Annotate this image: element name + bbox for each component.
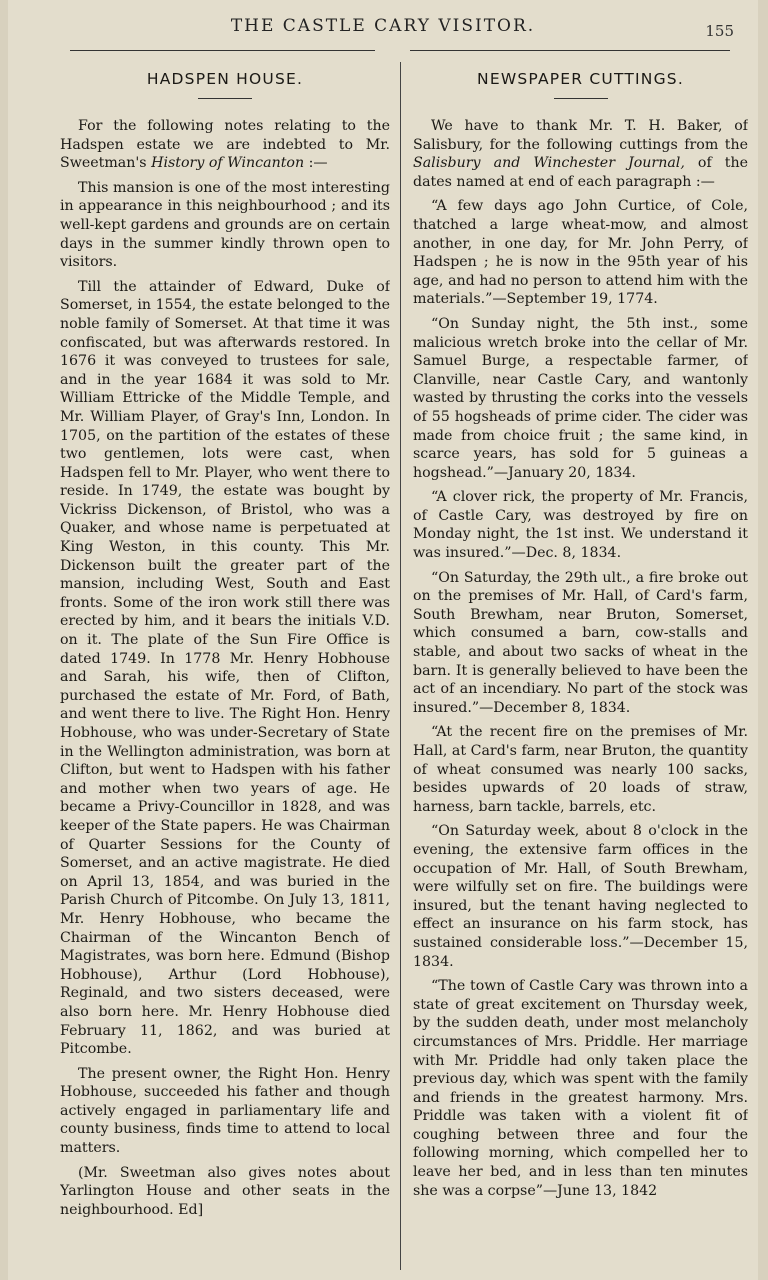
page-number: 155 xyxy=(705,22,734,40)
intro-book-title: History of Wincanton xyxy=(151,155,305,172)
body-paragraph: Till the attainder of Edward, Duke of Somerset, in 1554, the estate belonged to the noble family of Somerset. At that time it was confiscated, but was afterwards restored. In 1676 it was conveyed to trustees for sale, and in the year 1684 it was sold to Mr. William Ettricke of the Middle Temple, and Mr. William Player, of Gray's Inn, London. In 1705, on the partition of the estates of these two gentlemen, lots were cast, when Hadspen fell to Mr. Player, who went there to reside. In 1749, the estate was bought by Vickriss Dickenson, of Bristol, who was a Quaker, and whose name is perpetuated at King Weston, in this county. This Mr. Dickenson built the greater part of the mansion, including West, South and East fronts. Some of the iron work still there was erected by him, and it bears the initials V.D. on it. The plate of the Sun Fire Office is dated 1749. In 1778 Mr. Henry Hobhouse and Sarah, his wife, then of Clifton, purchased the estate of Mr. Ford, of Bath, and went there to live. The Right Hon. Henry Hobhouse, who was under-Secretary of State in the Wellington administration, was born at Clifton, but went to Hadspen with his father and mother when two years of age. He became a Privy-Councillor in 1828, and was keeper of the State papers. He was Chairman of Quarter Sessions for the County of Somerset, and an active magistrate. He died on April 13, 1854, and was buried in the Parish Church of Pitcombe. On July 13, 1811, Mr. Henry Hobhouse, who became the Chairman of the Wincanton Bench of Magistrates, was born here. Edmund (Bishop Hobhouse), Arthur (Lord Hobhouse), Reginald, and two sisters deceased, were also born here. Mr. Henry Hobhouse died February 11, 1862, and was buried at Pitcombe. xyxy=(60,278,390,1058)
cutting-paragraph: “On Saturday, the 29th ult., a fire broke out on the premises of Mr. Hall, of Card's farm, South Brewham, near Bruton, Somerset, which consumed a barn, cow-stalls and stable, and about two sacks of wheat in the barn. It is generally believed to have been the act of an incendiary. No part of the stock was insured.”—December 8, 1834. xyxy=(413,569,748,716)
editor-note: (Mr. Sweetman also gives notes about Yarlington House and other seats in the neighbourhood. Ed] xyxy=(60,1164,390,1218)
left-column xyxy=(60,62,390,1272)
intro-text: We have to thank Mr. T. H. Baker, of Salisbury, for the following cuttings from the xyxy=(413,118,748,153)
page-header xyxy=(8,12,758,48)
intro-journal-title: Salisbury and Winchester Journal, xyxy=(413,155,685,172)
cutting-paragraph: “On Saturday week, about 8 o'clock in the evening, the extensive farm offices in the occupation of Mr. Hall, of South Brewham, were wilfully set on fire. The buildings were insured, but the tenant having neglected to effect an insurance on his farm stock, has sustained considerable loss.”—December 15, 1834. xyxy=(413,823,748,970)
newspaper-page xyxy=(8,0,758,1280)
intro-paragraph xyxy=(60,117,390,173)
intro-paragraph xyxy=(413,117,748,191)
heading-rule xyxy=(554,98,608,99)
article-heading-cuttings: NEWSPAPER CUTTINGS. xyxy=(477,70,684,88)
intro-tail: of the dates named at end of each paragraph :— xyxy=(413,155,748,190)
intro-text: For the following notes relating to the Hadspen estate we are indebted to Mr. Sweetman's xyxy=(60,118,390,172)
header-rule-right xyxy=(410,50,730,51)
column-divider xyxy=(400,62,401,1270)
heading-rule xyxy=(198,98,252,99)
cutting-paragraph: “On Sunday night, the 5th inst., some malicious wretch broke into the cellar of Mr. Samuel Burge, a respectable farmer, of Clanville, near Castle Cary, and wantonly wasted by thrusting the corks into the vessels of 55 hogsheads of prime cider. The cider was made from choice fruit ; the same kind, in scarce years, has sold for 5 guineas a hogshead.”—January 20, 1834. xyxy=(413,315,748,481)
cutting-paragraph: “A few days ago John Curtice, of Cole, thatched a large wheat-mow, and almost another, in one day, for Mr. John Perry, of Hadspen ; he is now in the 95th year of his age, and had no person to attend him with the materials.”—September 19, 1774. xyxy=(413,198,748,308)
publication-title: THE CASTLE CARY VISITOR. xyxy=(230,16,536,36)
intro-tail: :— xyxy=(308,155,328,172)
cutting-paragraph: “A clover rick, the property of Mr. Francis, of Castle Cary, was destroyed by fire on Monday night, the 1st inst. We understand it was insured.”—Dec. 8, 1834. xyxy=(413,489,748,562)
header-rule-left xyxy=(70,50,375,51)
cutting-paragraph: “At the recent fire on the premises of Mr. Hall, at Card's farm, near Bruton, the quantity of wheat consumed was nearly 100 sacks, besides upwards of 20 loads of straw, harness, barn tackle, barrels, etc. xyxy=(413,724,748,815)
body-paragraph: The present owner, the Right Hon. Henry Hobhouse, succeeded his father and though actively engaged in parliamentary life and county business, finds time to attend to local matters. xyxy=(60,1065,390,1157)
article-heading-hadspen: HADSPEN HOUSE. xyxy=(146,70,304,88)
right-column xyxy=(413,62,748,1272)
cutting-paragraph: “The town of Castle Cary was thrown into a state of great excitement on Thursday week, by the sudden death, under most melancholy circumstances of Mrs. Priddle. Her marriage with Mr. Priddle had only taken place the previous day, which was spent with the family and friends in the greatest harmony. Mrs. Priddle was taken with a violent fit of coughing between three and four the following morning, which compelled her to leave her bed, and in less than ten minutes she was a corpse”—June 13, 1842 xyxy=(413,978,748,1199)
body-paragraph: This mansion is one of the most interesting in appearance in this neighbourhood ; and its well-kept gardens and grounds are on certain days in the summer kindly thrown open to visitors. xyxy=(60,179,390,271)
